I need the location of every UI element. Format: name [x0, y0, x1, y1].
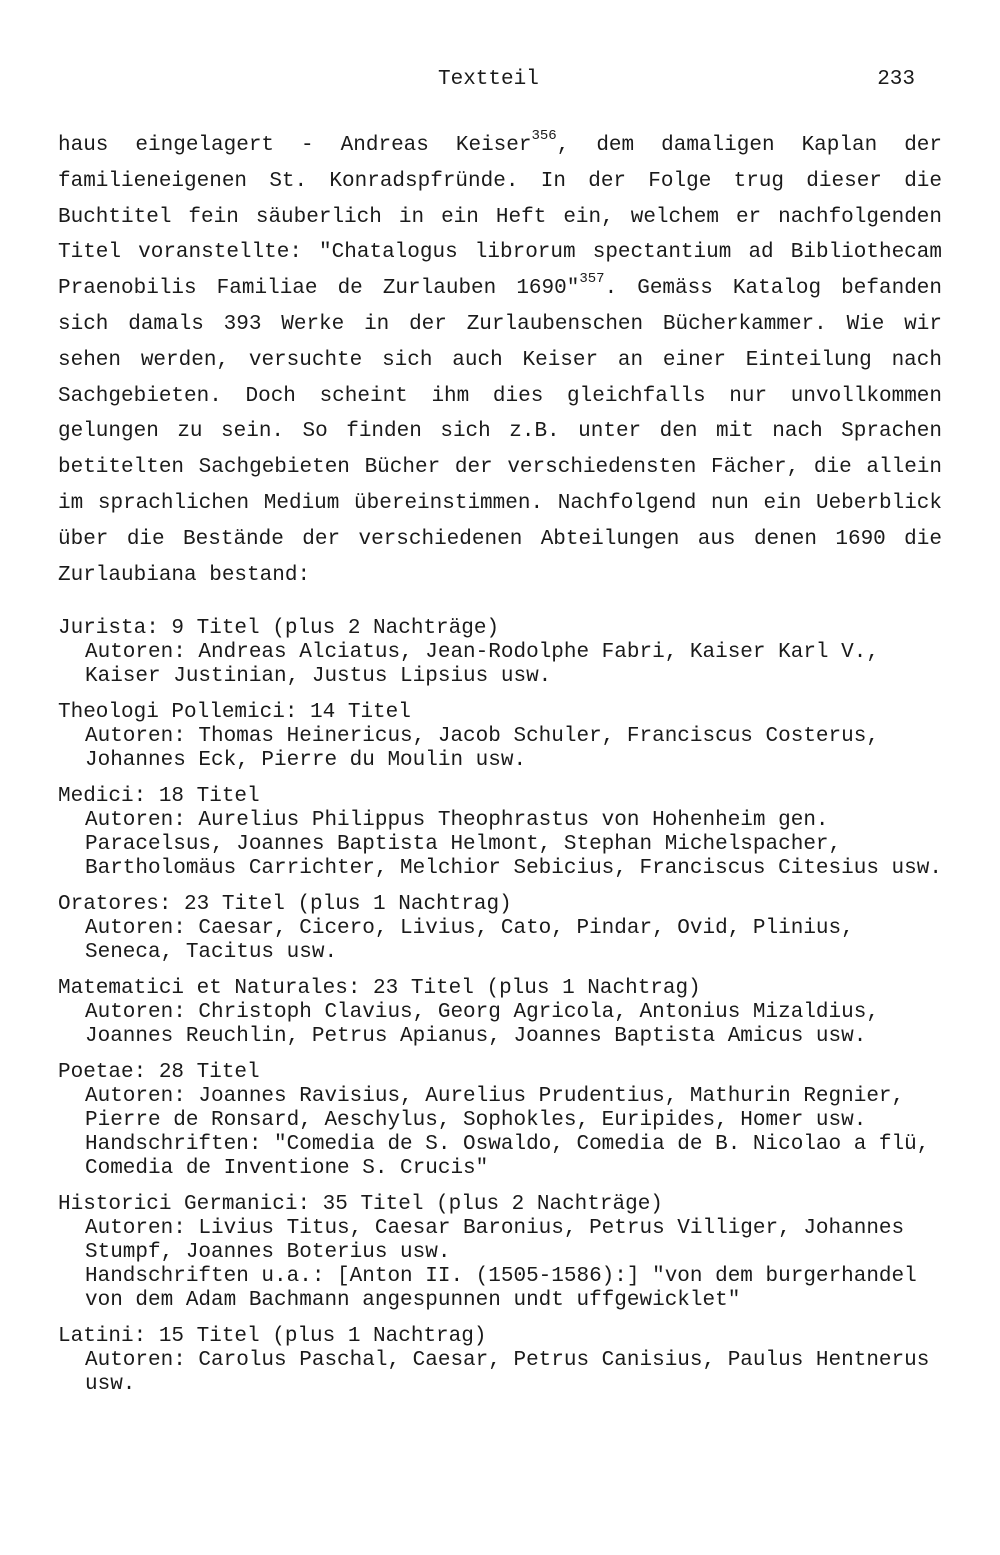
catalog-entry: [58, 701, 942, 773]
catalog-entry-heading: Theologi Pollemici: 14 Titel: [58, 701, 411, 724]
catalog-entry-heading: Poetae: 28 Titel: [58, 1061, 260, 1084]
paragraph-text: , dem damaligen Kaplan der familieneigenen St. Konradspfründe. In der Folge trug dieser die Buchtitel fein säuberlich in ein Heft ein, welchem er nachfolgenden Titel voranstellte: "Chatalogus librorum spectantium ad Bibliothecam Praenobilis Familiae de Zurlauben 1690": [58, 134, 942, 301]
catalog-entry: [58, 1325, 942, 1397]
catalog-entry-heading: Medici: 18 Titel: [58, 785, 260, 808]
catalog-entry: [58, 1061, 942, 1181]
catalog-entry-authors: Autoren: Andreas Alciatus, Jean-Rodolphe Fabri, Kaiser Karl V., Kaiser Justinian, Justus Lipsius usw.: [85, 641, 879, 688]
catalog-entry-authors: Autoren: Thomas Heinericus, Jacob Schuler, Franciscus Costerus, Johannes Eck, Pierre du Moulin usw.: [85, 725, 879, 772]
catalog-entry-manuscripts: Handschriften u.a.: [Anton II. (1505-1586):] "von dem burgerhandel von dem Adam Bachmann angespunnen undt uffgewicklet": [85, 1265, 917, 1312]
catalog-entry: [58, 1193, 942, 1313]
catalog-entry-authors: Autoren: Aurelius Philippus Theophrastus von Hohenheim gen. Paracelsus, Joannes Baptista Helmont, Stephan Michelspacher, Bartholomäus Carrichter, Melchior Sebicius, Franciscus Citesius usw.: [85, 809, 942, 880]
catalog-entry-heading: Historici Germanici: 35 Titel (plus 2 Nachträge): [58, 1193, 663, 1216]
catalog-list: [58, 617, 942, 1409]
body-paragraph: [58, 128, 942, 593]
catalog-entry: [58, 785, 942, 881]
paragraph-text: . Gemäss Katalog befanden sich damals 393 Werke in der Zurlaubenschen Bücherkammer. Wie wir sehen werden, versuchte sich auch Keiser an einer Einteilung nach Sachgebieten. Doch scheint ihm dies gleichfalls nur unvollkommen gelungen zu sein. So finden sich z.B. unter den mit nach Sprachen betitelten Sachgebieten Bücher der verschiedensten Fächer, die allein im sprachlichen Medium übereinstimmen. Nachfolgend nun ein Ueberblick über die Bestände der verschiedenen Abteilungen aus denen 1690 die Zurlaubiana bestand:: [58, 277, 942, 587]
catalog-entry-authors: Autoren: Caesar, Cicero, Livius, Cato, Pindar, Ovid, Plinius, Seneca, Tacitus usw.: [85, 917, 854, 964]
catalog-entry-heading: Matematici et Naturales: 23 Titel (plus 1 Nachtrag): [58, 977, 701, 1000]
catalog-entry-authors: Autoren: Christoph Clavius, Georg Agricola, Antonius Mizaldius, Joannes Reuchlin, Petrus Apianus, Joannes Baptista Amicus usw.: [85, 1001, 879, 1048]
page-number: 233: [877, 68, 915, 91]
catalog-entry-manuscripts: Handschriften: "Comedia de S. Oswaldo, Comedia de B. Nicolao a flü, Comedia de Inventione S. Crucis": [85, 1133, 930, 1180]
footnote-ref: 357: [579, 271, 605, 288]
catalog-entry-heading: Jurista: 9 Titel (plus 2 Nachträge): [58, 617, 500, 640]
catalog-entry-authors: Autoren: Carolus Paschal, Caesar, Petrus Canisius, Paulus Hentnerus usw.: [85, 1349, 930, 1396]
catalog-entry: [58, 977, 942, 1049]
running-head-title: Textteil: [438, 68, 539, 91]
running-head: [0, 68, 1000, 98]
catalog-entry-heading: Oratores: 23 Titel (plus 1 Nachtrag): [58, 893, 512, 916]
catalog-entry-authors: Autoren: Joannes Ravisius, Aurelius Prudentius, Mathurin Regnier, Pierre de Ronsard, Aeschylus, Sophokles, Euripides, Homer usw.: [85, 1085, 905, 1132]
catalog-entry-authors: Autoren: Livius Titus, Caesar Baronius, Petrus Villiger, Johannes Stumpf, Joannes Boterius usw.: [85, 1217, 905, 1264]
paragraph-text: haus eingelagert - Andreas Keiser: [58, 134, 532, 157]
catalog-entry: [58, 893, 942, 965]
catalog-entry: [58, 617, 942, 689]
footnote-ref: 356: [531, 128, 557, 144]
catalog-entry-heading: Latini: 15 Titel (plus 1 Nachtrag): [58, 1325, 487, 1348]
